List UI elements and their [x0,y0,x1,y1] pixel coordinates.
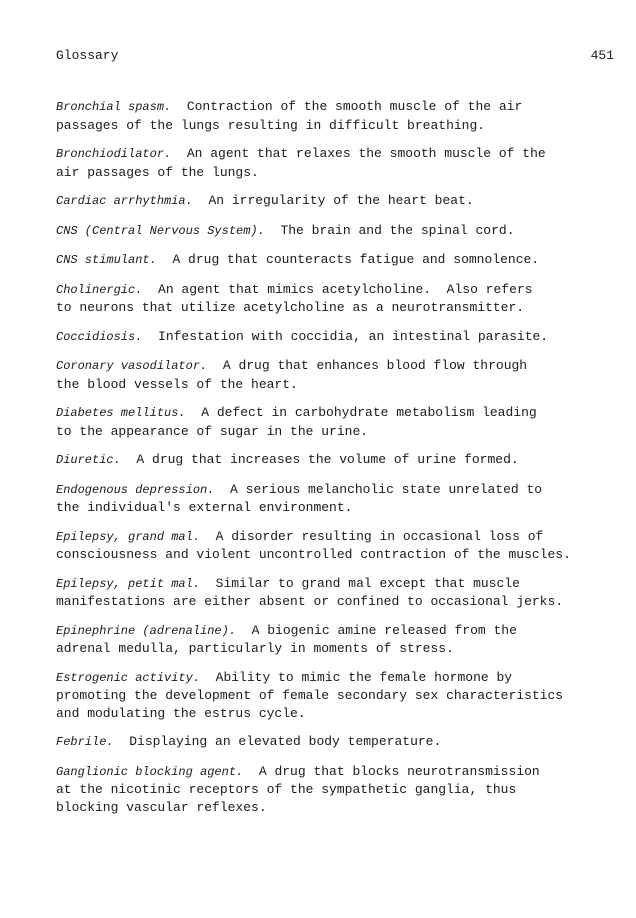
glossary-definition-line: A drug that enhances blood flow through [222,358,528,373]
glossary-entry [56,575,616,611]
glossary-definition-line: An agent that mimics acetylcholine. Also refers [158,281,533,297]
glossary-entry [56,251,616,270]
glossary-term: Diabetes mellitus. [56,406,186,420]
glossary-term: Estrogenic activity. [56,670,201,685]
glossary-definition-line: Similar to grand mal except that muscle [215,575,520,591]
glossary-definition-line: adrenal medulla, particularly in moments of stress. [56,641,454,656]
glossary-definition-line: the blood vessels of the heart. [56,376,298,392]
header-title: Glossary [56,48,119,63]
glossary-entry [56,404,616,440]
glossary-entry [56,328,616,347]
document-page [56,48,616,827]
glossary-definition-line: at the nicotinic receptors of the sympathetic ganglia, thus [56,782,517,797]
glossary-term: Ganglionic blocking agent. [56,764,244,779]
glossary-entry [56,763,616,817]
glossary-term: CNS stimulant. [56,253,157,267]
glossary-definition-line: to neurons that utilize acetylcholine as a neurotransmitter. [56,300,525,315]
glossary-entry [56,669,616,723]
glossary-entry [56,357,616,393]
glossary-term: CNS (Central Nervous System). [56,223,265,238]
glossary-definition-line: Ability to mimic the female hormone by [215,669,513,685]
glossary-definition-line: the individual's external environment. [56,500,353,515]
glossary-definition-line: to the appearance of sugar in the urine. [56,423,369,439]
glossary-term: Cholinergic. [56,282,143,297]
glossary-definition-line: Infestation with coccidia, an intestinal parasite. [158,328,549,344]
glossary-entry [56,145,616,181]
glossary-entries [56,98,616,816]
glossary-entry [56,192,616,211]
glossary-definition-line: passages of the lungs resulting in difficult breathing. [56,117,486,133]
glossary-definition-line: A drug that increases the volume of urine formed. [136,452,519,467]
glossary-entry [56,222,616,241]
glossary-entry [56,733,616,752]
glossary-definition-line: A drug that blocks neurotransmission [258,763,540,779]
glossary-definition-line: A disorder resulting in occasional loss of [215,528,544,544]
glossary-entry [56,622,616,658]
glossary-definition-line: Displaying an elevated body temperature. [129,734,442,749]
glossary-term: Diuretic. [56,453,121,467]
glossary-entry [56,98,616,134]
glossary-term: Bronchial spasm. [56,100,172,114]
glossary-entry [56,451,616,470]
glossary-term: Endogenous depression. [56,482,215,497]
page-number: 451 [590,48,614,63]
glossary-definition-line: A biogenic amine released from the [251,622,517,638]
glossary-entry [56,481,616,517]
glossary-term: Epilepsy, grand mal. [56,529,201,544]
glossary-definition-line: A defect in carbohydrate metabolism leading [201,405,537,420]
glossary-definition-line: An irregularity of the heart beat. [208,193,474,208]
glossary-definition-line: promoting the development of female secondary sex characteristics [56,688,564,703]
glossary-definition-line: manifestations are either absent or confined to occasional jerks. [56,594,564,609]
glossary-definition-line: A serious melancholic state unrelated to [230,481,543,497]
glossary-definition-line: A drug that counteracts fatigue and somnolence. [172,252,540,267]
glossary-definition-line: and modulating the estrus cycle. [56,705,306,721]
glossary-term: Cardiac arrhythmia. [56,194,193,208]
glossary-definition-line: air passages of the lungs. [56,164,259,180]
glossary-definition-line: Contraction of the smooth muscle of the air [186,99,523,114]
running-header [56,48,616,64]
glossary-entry [56,281,616,317]
glossary-definition-line: The brain and the spinal cord. [280,222,515,238]
glossary-definition-line: An agent that relaxes the smooth muscle of the [186,146,546,161]
glossary-definition-line: blocking vascular reflexes. [56,799,267,815]
glossary-term: Coronary vasodilator. [56,359,208,373]
glossary-term: Febrile. [56,735,114,749]
glossary-term: Bronchiodilator. [56,147,172,161]
glossary-term: Epilepsy, petit mal. [56,576,201,591]
glossary-term: Coccidiosis. [56,329,143,344]
glossary-entry [56,528,616,564]
glossary-definition-line: consciousness and violent uncontrolled contraction of the muscles. [56,547,571,562]
glossary-term: Epinephrine (adrenaline). [56,623,237,638]
